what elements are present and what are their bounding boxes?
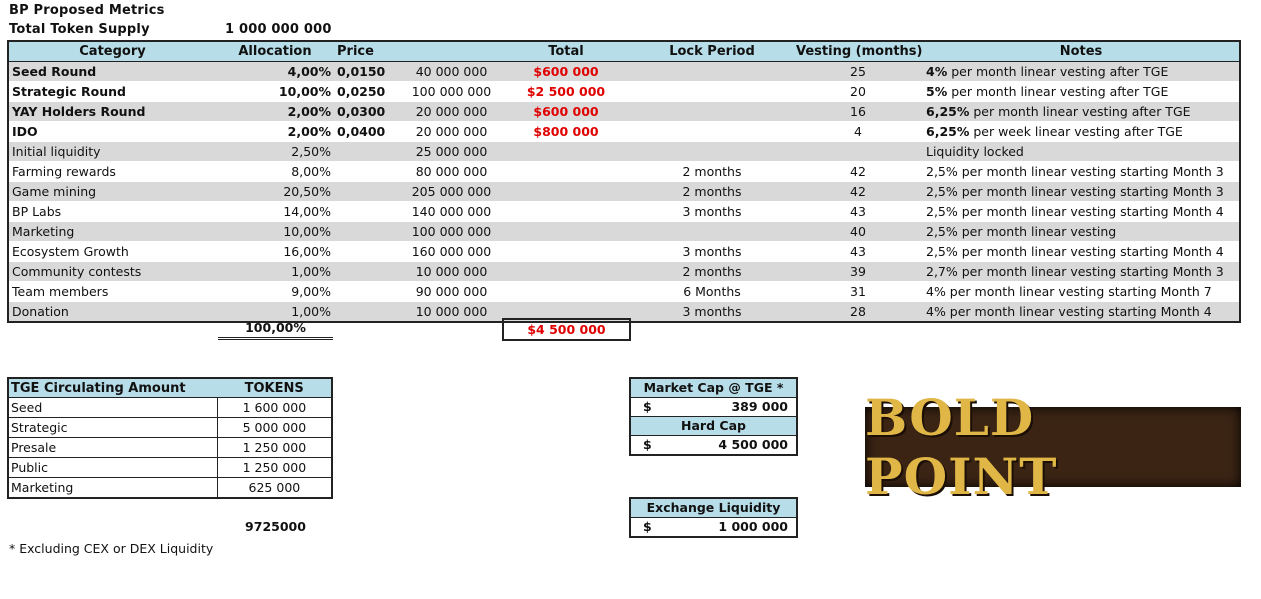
notes-text: 2,5% per month linear vesting starting Month 4 [926, 244, 1224, 259]
lock-period-cell [631, 222, 793, 242]
category-cell: Community contests [8, 262, 216, 282]
notes-cell [923, 82, 1240, 102]
price-cell [334, 282, 402, 302]
allocation-cell: 2,50% [216, 142, 334, 162]
category-cell: Game mining [8, 182, 216, 202]
tge-value: 1 250 000 [217, 458, 332, 478]
tge-table [7, 377, 333, 499]
notes-cell [923, 202, 1240, 222]
vesting-cell: 4 [854, 124, 862, 139]
market-cap-currency: $ [643, 399, 652, 414]
table-row [8, 262, 1240, 282]
notes-cell [923, 62, 1240, 82]
price-cell: 0,0150 [334, 62, 402, 82]
hard-cap-currency: $ [643, 437, 652, 452]
notes-cell [923, 162, 1240, 182]
vesting-cell: 43 [850, 204, 866, 219]
notes-text: 2,5% per month linear vesting [926, 224, 1117, 239]
tokens-cell: 20 000 000 [415, 124, 488, 139]
notes-bold: 5% [926, 84, 948, 99]
notes-text: 2,7% per month linear vesting starting Month 3 [926, 264, 1224, 279]
bold-point-logo [865, 388, 1241, 506]
notes-cell [923, 242, 1240, 262]
vesting-cell: 31 [850, 284, 866, 299]
footnote: * Excluding CEX or DEX Liquidity [9, 541, 214, 556]
notes-text: 4% per month linear vesting starting Month 4 [926, 304, 1212, 319]
tge-row [8, 458, 332, 478]
price-cell [334, 242, 402, 262]
tokens-cell: 10 000 000 [402, 262, 501, 282]
tge-label: Seed [8, 398, 217, 418]
table-row [8, 122, 1240, 142]
tge-value: 625 000 [217, 478, 332, 499]
tge-label: Strategic [8, 418, 217, 438]
category-cell: Team members [12, 284, 109, 299]
allocation-cell: 16,00% [283, 244, 331, 259]
notes-cell [923, 122, 1240, 142]
col-category: Category [8, 41, 216, 62]
tge-row [8, 398, 332, 418]
notes-text: per month linear vesting after TGE [969, 104, 1191, 119]
category-cell: Donation [8, 302, 216, 323]
vesting-cell: 39 [793, 262, 923, 282]
lock-period-cell: 3 months [631, 302, 793, 323]
tge-label: Presale [8, 438, 217, 458]
category-cell: BP Labs [12, 204, 62, 219]
total-cell [501, 142, 631, 162]
allocation-total: 100,00% [218, 320, 333, 340]
notes-text: 2,5% per month linear vesting starting Month 3 [926, 184, 1224, 199]
tge-label: Public [8, 458, 217, 478]
logo-text: BOLD POINT [865, 388, 1058, 506]
col-total: Total [501, 41, 631, 62]
col-tokens [402, 41, 501, 62]
allocation-cell: 1,00% [216, 302, 334, 323]
total-cell: $600 000 [501, 62, 631, 82]
raise-total: $4 500 000 [502, 318, 631, 341]
table-row [8, 142, 1240, 162]
allocation-cell: 2,00% [216, 102, 334, 122]
vesting-cell [793, 142, 923, 162]
table-row [8, 242, 1240, 262]
price-cell [334, 262, 402, 282]
tge-sum: 9725000 [245, 519, 306, 534]
total-cell [501, 282, 631, 302]
tge-row [8, 418, 332, 438]
tge-row [8, 478, 332, 499]
price-cell [334, 202, 402, 222]
allocation-cell: 20,50% [216, 182, 334, 202]
tokens-cell: 20 000 000 [402, 102, 501, 122]
category-cell: Farming rewards [12, 164, 116, 179]
total-cell: $600 000 [501, 102, 631, 122]
tokens-cell: 90 000 000 [415, 284, 488, 299]
notes-bold: 6,25% [926, 124, 970, 139]
category-cell: Marketing [8, 222, 216, 242]
tge-header-value: TOKENS [217, 378, 332, 398]
vesting-cell: 42 [793, 182, 923, 202]
lock-period-cell: 6 Months [683, 284, 741, 299]
allocation-cell: 10,00% [278, 84, 331, 99]
tokens-cell: 80 000 000 [415, 164, 488, 179]
tge-value: 1 600 000 [217, 398, 332, 418]
tokens-cell: 160 000 000 [411, 244, 492, 259]
notes-cell [923, 302, 1240, 323]
hard-cap-title: Hard Cap [631, 416, 796, 436]
allocation-cell: 1,00% [216, 262, 334, 282]
vesting-cell: 25 [793, 62, 923, 82]
tokens-cell: 10 000 000 [402, 302, 501, 323]
liquidity-box [629, 497, 798, 538]
total-cell [501, 182, 631, 202]
table-row [8, 202, 1240, 222]
category-cell: Seed Round [8, 62, 216, 82]
lock-period-cell [631, 122, 793, 142]
supply-value: 1 000 000 000 [225, 22, 332, 37]
tokens-cell: 25 000 000 [402, 142, 501, 162]
notes-text: 2,5% per month linear vesting starting Month 4 [926, 204, 1224, 219]
tokens-cell: 40 000 000 [402, 62, 501, 82]
allocation-cell: 4,00% [216, 62, 334, 82]
allocation-cell: 2,00% [287, 124, 331, 139]
price-cell: 0,0250 [337, 84, 386, 99]
lock-period-cell: 2 months [631, 262, 793, 282]
notes-cell [923, 142, 1240, 162]
supply-label: Total Token Supply [9, 22, 150, 37]
table-row [8, 222, 1240, 242]
vesting-cell: 43 [850, 244, 866, 259]
market-cap-box [629, 377, 798, 456]
category-cell: Strategic Round [12, 84, 126, 99]
lock-period-cell: 2 months [631, 182, 793, 202]
price-cell [334, 302, 402, 323]
category-cell: Ecosystem Growth [12, 244, 129, 259]
market-cap-title: Market Cap @ TGE * [631, 379, 796, 398]
total-cell [501, 162, 631, 182]
category-cell: IDO [12, 124, 38, 139]
allocation-cell: 14,00% [283, 204, 331, 219]
notes-cell [923, 282, 1240, 302]
price-cell [334, 162, 402, 182]
total-cell [501, 202, 631, 222]
notes-cell [923, 182, 1240, 202]
vesting-cell: 42 [850, 164, 866, 179]
col-allocation: Allocation [216, 41, 334, 62]
lock-period-cell [631, 142, 793, 162]
price-cell [334, 182, 402, 202]
vesting-cell: 28 [793, 302, 923, 323]
tge-value: 5 000 000 [217, 418, 332, 438]
price-cell: 0,0300 [334, 102, 402, 122]
price-cell [334, 142, 402, 162]
category-cell: YAY Holders Round [8, 102, 216, 122]
tge-row [8, 438, 332, 458]
total-cell: $2 500 000 [526, 84, 606, 99]
allocation-table [7, 40, 1241, 323]
col-lock-period: Lock Period [631, 41, 793, 62]
col-notes: Notes [923, 41, 1240, 62]
table-row [8, 62, 1240, 82]
vesting-cell: 16 [793, 102, 923, 122]
allocation-cell: 10,00% [216, 222, 334, 242]
tokens-cell: 205 000 000 [402, 182, 501, 202]
notes-cell [923, 262, 1240, 282]
tokens-cell: 140 000 000 [411, 204, 492, 219]
liquidity-currency: $ [643, 519, 652, 534]
notes-text: per month linear vesting after TGE [947, 64, 1169, 79]
total-cell [501, 222, 631, 242]
notes-cell [923, 222, 1240, 242]
total-cell [501, 262, 631, 282]
price-cell: 0,0400 [337, 124, 386, 139]
table-row [8, 82, 1240, 102]
table-row [8, 102, 1240, 122]
notes-bold: 6,25% [926, 104, 970, 119]
notes-text: per week linear vesting after TGE [969, 124, 1183, 139]
notes-text: per month linear vesting after TGE [947, 84, 1169, 99]
table-row [8, 162, 1240, 182]
hard-cap-value: 4 500 000 [718, 437, 788, 452]
notes-bold: 4% [926, 64, 948, 79]
header-row [8, 41, 1240, 62]
tokens-cell: 100 000 000 [411, 84, 492, 99]
tge-header-label: TGE Circulating Amount [8, 378, 217, 398]
allocation-cell: 8,00% [291, 164, 331, 179]
allocation-cell: 9,00% [291, 284, 331, 299]
notes-text: 2,5% per month linear vesting starting Month 3 [926, 164, 1224, 179]
col-price: Price [334, 41, 402, 62]
table-row [8, 282, 1240, 302]
category-cell: Initial liquidity [8, 142, 216, 162]
lock-period-cell: 2 months [682, 164, 742, 179]
sheet-title: BP Proposed Metrics [9, 3, 165, 18]
market-cap-value: 389 000 [731, 399, 788, 414]
notes-text: Liquidity locked [926, 144, 1024, 159]
tge-value: 1 250 000 [217, 438, 332, 458]
liquidity-title: Exchange Liquidity [631, 499, 796, 518]
tge-label: Marketing [8, 478, 217, 499]
lock-period-cell: 3 months [682, 244, 742, 259]
lock-period-cell: 3 months [682, 204, 742, 219]
total-cell: $800 000 [533, 124, 599, 139]
lock-period-cell [631, 62, 793, 82]
lock-period-cell [631, 82, 793, 102]
tokens-cell: 100 000 000 [402, 222, 501, 242]
table-row [8, 182, 1240, 202]
lock-period-cell [631, 102, 793, 122]
notes-text: 4% per month linear vesting starting Month 7 [926, 284, 1212, 299]
price-cell [334, 222, 402, 242]
vesting-cell: 20 [850, 84, 866, 99]
vesting-cell: 40 [793, 222, 923, 242]
liquidity-value: 1 000 000 [718, 519, 788, 534]
total-cell [501, 242, 631, 262]
col-vesting: Vesting (months) [793, 41, 923, 62]
notes-cell [923, 102, 1240, 122]
